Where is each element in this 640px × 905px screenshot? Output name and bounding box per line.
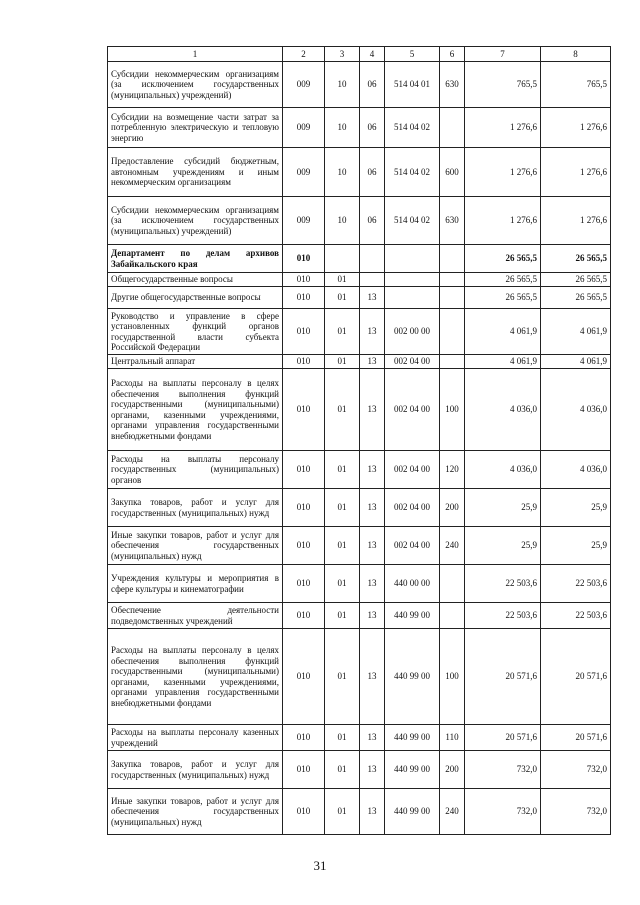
- cell-subsection: 06: [360, 62, 385, 108]
- cell-section: 01: [325, 273, 360, 287]
- cell-amount-1: 25,9: [465, 489, 541, 527]
- cell-section: 01: [325, 369, 360, 451]
- cell-item-name: Расходы на выплаты персоналу в целях обеспечения выполнения функций государственными (муниципальными) органами, казенными учреждениями, органами управления государственными внебюджетными фондами: [108, 629, 283, 725]
- cell-subsection: 13: [360, 287, 385, 309]
- cell-section: 01: [325, 789, 360, 835]
- cell-amount-1: 25,9: [465, 527, 541, 565]
- cell-amount-1: 22 503,6: [465, 565, 541, 603]
- table-row: [108, 108, 611, 148]
- cell-subsection: [360, 273, 385, 287]
- cell-admin-code: 010: [283, 451, 325, 489]
- cell-expense-type: [440, 309, 465, 355]
- cell-amount-2: 25,9: [541, 489, 611, 527]
- cell-expense-type: [440, 273, 465, 287]
- cell-subsection: 13: [360, 629, 385, 725]
- cell-section: 10: [325, 148, 360, 197]
- cell-expense-type: 240: [440, 789, 465, 835]
- cell-amount-2: 25,9: [541, 527, 611, 565]
- cell-amount-2: 26 565,5: [541, 287, 611, 309]
- cell-amount-1: 1 276,6: [465, 197, 541, 245]
- cell-admin-code: 010: [283, 369, 325, 451]
- cell-expense-type: 120: [440, 451, 465, 489]
- cell-admin-code: 010: [283, 245, 325, 273]
- cell-admin-code: 010: [283, 565, 325, 603]
- cell-amount-2: 732,0: [541, 751, 611, 789]
- cell-target-article: 440 99 00: [385, 789, 440, 835]
- cell-item-name: Иные закупки товаров, работ и услуг для обеспечения государственных (муниципальных) нужд: [108, 527, 283, 565]
- cell-subsection: 13: [360, 565, 385, 603]
- cell-amount-1: 765,5: [465, 62, 541, 108]
- header-col-8: 8: [541, 47, 611, 62]
- header-col-5: 5: [385, 47, 440, 62]
- cell-admin-code: 009: [283, 108, 325, 148]
- cell-target-article: 440 99 00: [385, 629, 440, 725]
- cell-admin-code: 010: [283, 309, 325, 355]
- cell-item-name: Департамент по делам архивов Забайкальского края: [108, 245, 283, 273]
- table-row: [108, 369, 611, 451]
- table-row: [108, 725, 611, 751]
- cell-item-name: Центральный аппарат: [108, 355, 283, 369]
- cell-amount-2: 1 276,6: [541, 197, 611, 245]
- cell-subsection: 13: [360, 789, 385, 835]
- cell-target-article: 002 04 00: [385, 527, 440, 565]
- cell-section: 01: [325, 751, 360, 789]
- cell-section: 01: [325, 603, 360, 629]
- cell-section: 10: [325, 197, 360, 245]
- cell-subsection: 13: [360, 527, 385, 565]
- cell-subsection: [360, 245, 385, 273]
- cell-expense-type: 240: [440, 527, 465, 565]
- cell-amount-1: 20 571,6: [465, 725, 541, 751]
- table-row: [108, 148, 611, 197]
- table-row: [108, 629, 611, 725]
- cell-expense-type: 100: [440, 629, 465, 725]
- cell-amount-2: 1 276,6: [541, 108, 611, 148]
- cell-target-article: 440 99 00: [385, 725, 440, 751]
- cell-amount-2: 732,0: [541, 789, 611, 835]
- cell-amount-1: 22 503,6: [465, 603, 541, 629]
- cell-expense-type: 110: [440, 725, 465, 751]
- cell-amount-2: 4 061,9: [541, 355, 611, 369]
- cell-admin-code: 010: [283, 355, 325, 369]
- cell-subsection: 06: [360, 148, 385, 197]
- cell-target-article: 002 04 00: [385, 355, 440, 369]
- cell-target-article: 440 00 00: [385, 565, 440, 603]
- table-row: [108, 751, 611, 789]
- cell-amount-1: 4 036,0: [465, 451, 541, 489]
- cell-item-name: Субсидии на возмещение части затрат за потребленную электрическую и тепловую энергию: [108, 108, 283, 148]
- header-col-3: 3: [325, 47, 360, 62]
- cell-amount-2: 765,5: [541, 62, 611, 108]
- header-col-1: 1: [108, 47, 283, 62]
- cell-admin-code: 010: [283, 789, 325, 835]
- cell-item-name: Учреждения культуры и мероприятия в сфере культуры и кинематографии: [108, 565, 283, 603]
- cell-target-article: [385, 245, 440, 273]
- cell-subsection: 13: [360, 603, 385, 629]
- cell-subsection: 13: [360, 451, 385, 489]
- cell-item-name: Предоставление субсидий бюджетным, автономным учреждениям и иным некоммерческим организациям: [108, 148, 283, 197]
- table-row: [108, 287, 611, 309]
- cell-section: 01: [325, 725, 360, 751]
- cell-admin-code: 009: [283, 148, 325, 197]
- cell-amount-2: 20 571,6: [541, 629, 611, 725]
- cell-section: [325, 245, 360, 273]
- cell-subsection: 06: [360, 197, 385, 245]
- cell-section: 10: [325, 62, 360, 108]
- cell-item-name: Субсидии некоммерческим организациям (за исключением государственных (муниципальных) учреждений): [108, 62, 283, 108]
- table-row: [108, 197, 611, 245]
- cell-target-article: 002 00 00: [385, 309, 440, 355]
- cell-amount-1: 732,0: [465, 789, 541, 835]
- cell-amount-2: 4 036,0: [541, 451, 611, 489]
- cell-amount-1: 20 571,6: [465, 629, 541, 725]
- cell-section: 01: [325, 309, 360, 355]
- table-body: [108, 62, 611, 835]
- cell-admin-code: 009: [283, 62, 325, 108]
- cell-subsection: 06: [360, 108, 385, 148]
- cell-expense-type: [440, 603, 465, 629]
- cell-expense-type: 600: [440, 148, 465, 197]
- cell-expense-type: [440, 108, 465, 148]
- table-row: [108, 245, 611, 273]
- cell-amount-1: 732,0: [465, 751, 541, 789]
- cell-expense-type: 200: [440, 489, 465, 527]
- cell-admin-code: 010: [283, 751, 325, 789]
- cell-amount-1: 4 061,9: [465, 355, 541, 369]
- cell-admin-code: 010: [283, 725, 325, 751]
- table-row: [108, 489, 611, 527]
- cell-admin-code: 010: [283, 287, 325, 309]
- cell-section: 10: [325, 108, 360, 148]
- cell-amount-1: 4 036,0: [465, 369, 541, 451]
- cell-target-article: [385, 287, 440, 309]
- cell-target-article: 440 99 00: [385, 751, 440, 789]
- cell-target-article: 440 99 00: [385, 603, 440, 629]
- cell-section: 01: [325, 629, 360, 725]
- cell-section: 01: [325, 565, 360, 603]
- cell-item-name: Закупка товаров, работ и услуг для государственных (муниципальных) нужд: [108, 751, 283, 789]
- cell-item-name: Общегосударственные вопросы: [108, 273, 283, 287]
- cell-amount-1: 1 276,6: [465, 108, 541, 148]
- cell-expense-type: [440, 355, 465, 369]
- cell-admin-code: 009: [283, 197, 325, 245]
- cell-subsection: 13: [360, 369, 385, 451]
- header-col-4: 4: [360, 47, 385, 62]
- cell-target-article: 514 04 02: [385, 108, 440, 148]
- cell-amount-2: 20 571,6: [541, 725, 611, 751]
- cell-target-article: 514 04 01: [385, 62, 440, 108]
- cell-expense-type: 100: [440, 369, 465, 451]
- cell-target-article: 002 04 00: [385, 369, 440, 451]
- cell-section: 01: [325, 527, 360, 565]
- cell-target-article: 002 04 00: [385, 489, 440, 527]
- cell-subsection: 13: [360, 309, 385, 355]
- cell-expense-type: [440, 565, 465, 603]
- cell-admin-code: 010: [283, 629, 325, 725]
- cell-expense-type: 200: [440, 751, 465, 789]
- cell-item-name: Руководство и управление в сфере установленных функций органов государственной власти субъекта Российской Федерации: [108, 309, 283, 355]
- cell-subsection: 13: [360, 489, 385, 527]
- table-header-row: [108, 47, 611, 62]
- cell-amount-1: 26 565,5: [465, 245, 541, 273]
- table-row: [108, 309, 611, 355]
- cell-amount-1: 1 276,6: [465, 148, 541, 197]
- table-row: [108, 527, 611, 565]
- cell-item-name: Другие общегосударственные вопросы: [108, 287, 283, 309]
- cell-expense-type: 630: [440, 62, 465, 108]
- cell-subsection: 13: [360, 725, 385, 751]
- cell-amount-2: 22 503,6: [541, 603, 611, 629]
- cell-section: 01: [325, 451, 360, 489]
- cell-target-article: 002 04 00: [385, 451, 440, 489]
- table-row: [108, 603, 611, 629]
- cell-section: 01: [325, 355, 360, 369]
- cell-item-name: Расходы на выплаты персоналу казенных учреждений: [108, 725, 283, 751]
- cell-amount-1: 26 565,5: [465, 287, 541, 309]
- table-row: [108, 451, 611, 489]
- table-row: [108, 355, 611, 369]
- cell-admin-code: 010: [283, 603, 325, 629]
- table-row: [108, 62, 611, 108]
- cell-amount-2: 4 061,9: [541, 309, 611, 355]
- table-row: [108, 789, 611, 835]
- table-row: [108, 273, 611, 287]
- cell-expense-type: [440, 287, 465, 309]
- cell-target-article: 514 04 02: [385, 148, 440, 197]
- budget-table: [107, 46, 611, 835]
- cell-item-name: Расходы на выплаты персоналу в целях обеспечения выполнения функций государственными (муниципальными) органами, казенными учреждениями, органами управления государственными внебюджетными фондами: [108, 369, 283, 451]
- cell-section: 01: [325, 287, 360, 309]
- header-col-7: 7: [465, 47, 541, 62]
- cell-item-name: Иные закупки товаров, работ и услуг для обеспечения государственных (муниципальных) нужд: [108, 789, 283, 835]
- cell-amount-1: 4 061,9: [465, 309, 541, 355]
- table-row: [108, 565, 611, 603]
- cell-amount-2: 1 276,6: [541, 148, 611, 197]
- cell-item-name: Расходы на выплаты персоналу государственных (муниципальных) органов: [108, 451, 283, 489]
- cell-amount-2: 22 503,6: [541, 565, 611, 603]
- cell-expense-type: 630: [440, 197, 465, 245]
- cell-admin-code: 010: [283, 527, 325, 565]
- cell-target-article: [385, 273, 440, 287]
- cell-expense-type: [440, 245, 465, 273]
- cell-item-name: Субсидии некоммерческим организациям (за исключением государственных (муниципальных) учреждений): [108, 197, 283, 245]
- cell-amount-2: 26 565,5: [541, 273, 611, 287]
- cell-item-name: Обеспечение деятельности подведомственных учреждений: [108, 603, 283, 629]
- header-col-2: 2: [283, 47, 325, 62]
- cell-section: 01: [325, 489, 360, 527]
- page-number: 31: [313, 858, 327, 873]
- cell-target-article: 514 04 02: [385, 197, 440, 245]
- header-col-6: 6: [440, 47, 465, 62]
- cell-subsection: 13: [360, 355, 385, 369]
- cell-amount-1: 26 565,5: [465, 273, 541, 287]
- cell-amount-2: 26 565,5: [541, 245, 611, 273]
- cell-amount-2: 4 036,0: [541, 369, 611, 451]
- cell-admin-code: 010: [283, 489, 325, 527]
- cell-item-name: Закупка товаров, работ и услуг для государственных (муниципальных) нужд: [108, 489, 283, 527]
- cell-admin-code: 010: [283, 273, 325, 287]
- cell-subsection: 13: [360, 751, 385, 789]
